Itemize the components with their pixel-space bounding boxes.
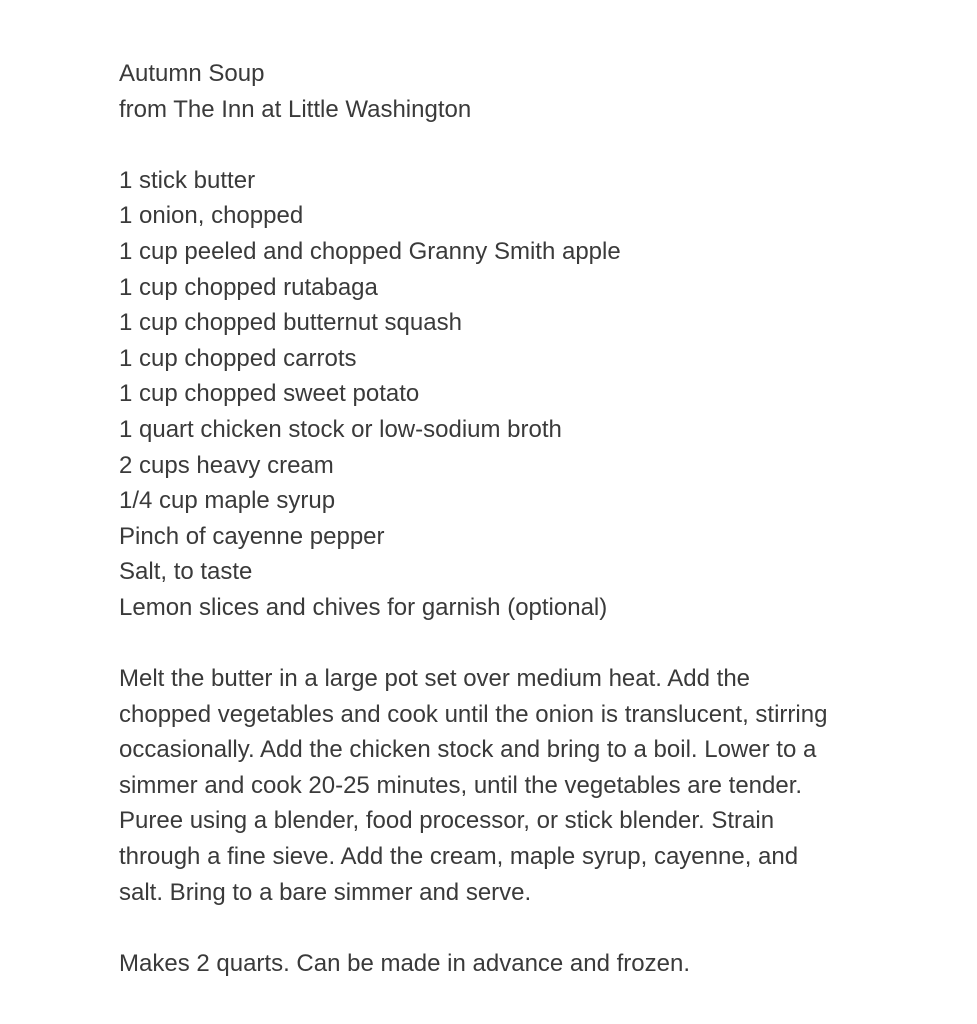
instructions-line: chopped vegetables and cook until the onion is translucent, stirring	[119, 700, 828, 728]
instructions-line: simmer and cook 20-25 minutes, until the vegetables are tender.	[119, 771, 803, 799]
ingredients-list	[119, 163, 909, 626]
ingredient-item: Lemon slices and chives for garnish (optional)	[119, 593, 608, 621]
instructions-line: through a fine sieve. Add the cream, maple syrup, cayenne, and	[119, 843, 799, 871]
ingredient-item: 1/4 cup maple syrup	[119, 487, 336, 515]
ingredient-item: 1 cup chopped rutabaga	[119, 273, 378, 301]
yield-note: Makes 2 quarts. Can be made in advance and frozen.	[119, 949, 691, 977]
recipe-title: Autumn Soup	[119, 60, 265, 87]
ingredient-item: 1 cup chopped sweet potato	[119, 380, 420, 408]
instructions-paragraph	[119, 661, 909, 910]
ingredient-item: Salt, to taste	[119, 558, 253, 586]
instructions-line: salt. Bring to a bare simmer and serve.	[119, 878, 532, 906]
ingredient-item: 1 cup chopped butternut squash	[119, 309, 462, 337]
section-spacer	[119, 626, 909, 662]
instructions-line: Puree using a blender, food processor, or stick blender. Strain	[119, 807, 775, 835]
recipe-document	[119, 56, 909, 981]
ingredient-item: 1 cup peeled and chopped Granny Smith apple	[119, 237, 621, 265]
section-spacer	[119, 127, 909, 163]
ingredient-item: 1 onion, chopped	[119, 202, 304, 230]
ingredient-item: 2 cups heavy cream	[119, 451, 334, 479]
ingredient-item: 1 stick butter	[119, 166, 256, 194]
instructions-line: Melt the butter in a large pot set over medium heat. Add the	[119, 665, 751, 693]
ingredient-item: 1 quart chicken stock or low-sodium broth	[119, 415, 562, 443]
ingredient-item: Pinch of cayenne pepper	[119, 522, 385, 550]
section-spacer	[119, 910, 909, 946]
instructions-line: occasionally. Add the chicken stock and bring to a boil. Lower to a	[119, 736, 817, 764]
ingredient-item: 1 cup chopped carrots	[119, 344, 357, 372]
recipe-source: from The Inn at Little Washington	[119, 95, 472, 123]
